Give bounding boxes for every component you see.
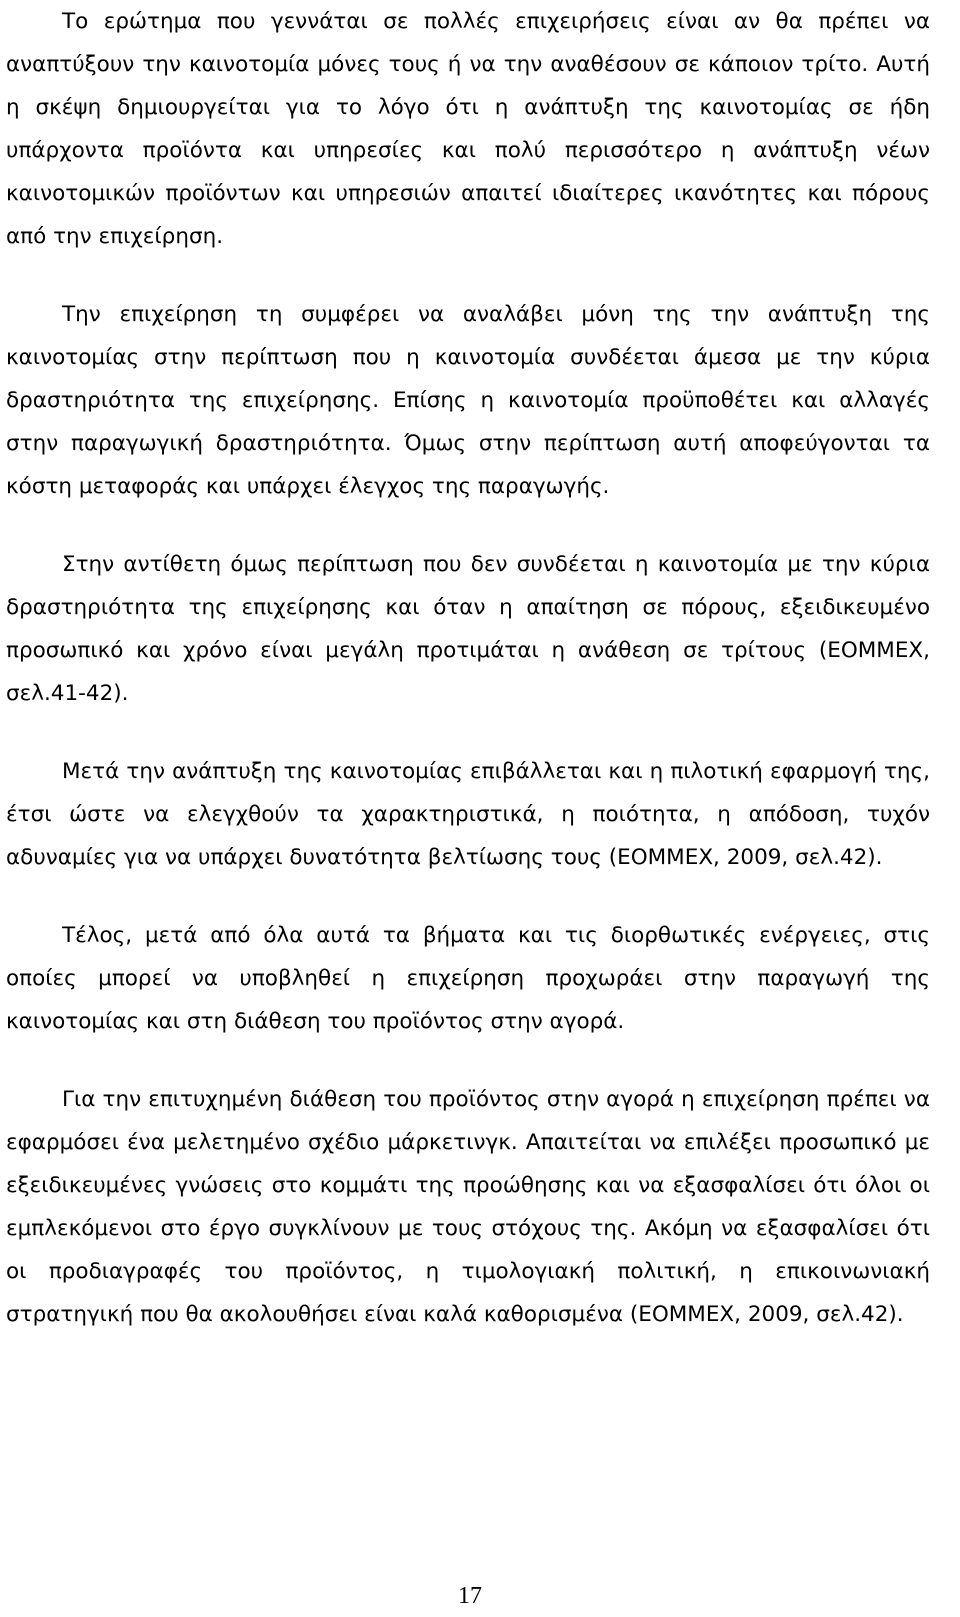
paragraph-2: Την επιχείρηση τη συμφέρει να αναλάβει μόνη της την ανάπτυξη της καινοτομίας στην περίπτωση που η καινοτομία συνδέεται άμεσα με την κύρια δραστηριότητα της επιχείρησης. Επίσης η καινοτομία προϋποθέτει και αλλαγές στην παραγωγική δραστηριότητα. Όμως στην περίπτωση αυτή αποφεύγονται τα κόστη μεταφοράς και υπάρχει έλεγχος της παραγωγής. [6,302,930,499]
paragraph-gap [6,715,930,750]
paragraph-4: Μετά την ανάπτυξη της καινοτομίας επιβάλλεται και η πιλοτική εφαρμογή της, έτσι ώστε να ελεγχθούν τα χαρακτηριστικά, η ποιότητα, η απόδοση, τυχόν αδυναμίες για να υπάρχει δυνατότητα βελτίωσης τους (ΕΟΜΜΕΧ, 2009, σελ.42). [6,759,930,870]
paragraph-gap [6,1043,930,1078]
paragraph-gap [6,508,930,543]
paragraph-5: Τέλος, μετά από όλα αυτά τα βήματα και τις διορθωτικές ενέργειες, στις οποίες μπορεί να υποβληθεί η επιχείρηση προχωράει στην παραγωγή της καινοτομίας και στη διάθεση του προϊόντος στην αγορά. [6,923,930,1034]
paragraph-gap [6,879,930,914]
paragraph-gap [6,258,930,293]
page-number: 17 [458,1583,482,1609]
paragraph-1: Το ερώτημα που γεννάται σε πολλές επιχειρήσεις είναι αν θα πρέπει να αναπτύξουν την καινοτομία μόνες τους ή να την αναθέσουν σε κάποιον τρίτο. Αυτή η σκέψη δημιουργείται για το λόγο ότι η ανάπτυξη της καινοτομίας σε ήδη υπάρχοντα προϊόντα και υπηρεσίες και πολύ περισσότερο η ανάπτυξη νέων καινοτομικών προϊόντων και υπηρεσιών απαιτεί ιδιαίτερες ικανότητες και πόρους από την επιχείρηση. [6,9,930,249]
paragraph-3: Στην αντίθετη όμως περίπτωση που δεν συνδέεται η καινοτομία με την κύρια δραστηριότητα της επιχείρησης και όταν η απαίτηση σε πόρους, εξειδικευμένο προσωπικό και χρόνο είναι μεγάλη προτιμάται η ανάθεση σε τρίτους (ΕΟΜΜΕΧ, σελ.41-42). [6,552,930,706]
document-page [6,0,930,1336]
paragraph-6: Για την επιτυχημένη διάθεση του προϊόντος στην αγορά η επιχείρηση πρέπει να εφαρμόσει ένα μελετημένο σχέδιο μάρκετινγκ. Απαιτείται να επιλέξει προσωπικό με εξειδικευμένες γνώσεις στο κομμάτι της προώθησης και να εξασφαλίσει ότι όλοι οι εμπλεκόμενοι στο έργο συγκλίνουν με τους στόχους της. Ακόμη να εξασφαλίσει ότι οι προδιαγραφές του προϊόντος, η τιμολογιακή πολιτική, η επικοινωνιακή στρατηγική που θα ακολουθήσει είναι καλά καθορισμένα (ΕΟΜΜΕΧ, 2009, σελ.42). [6,1087,930,1327]
